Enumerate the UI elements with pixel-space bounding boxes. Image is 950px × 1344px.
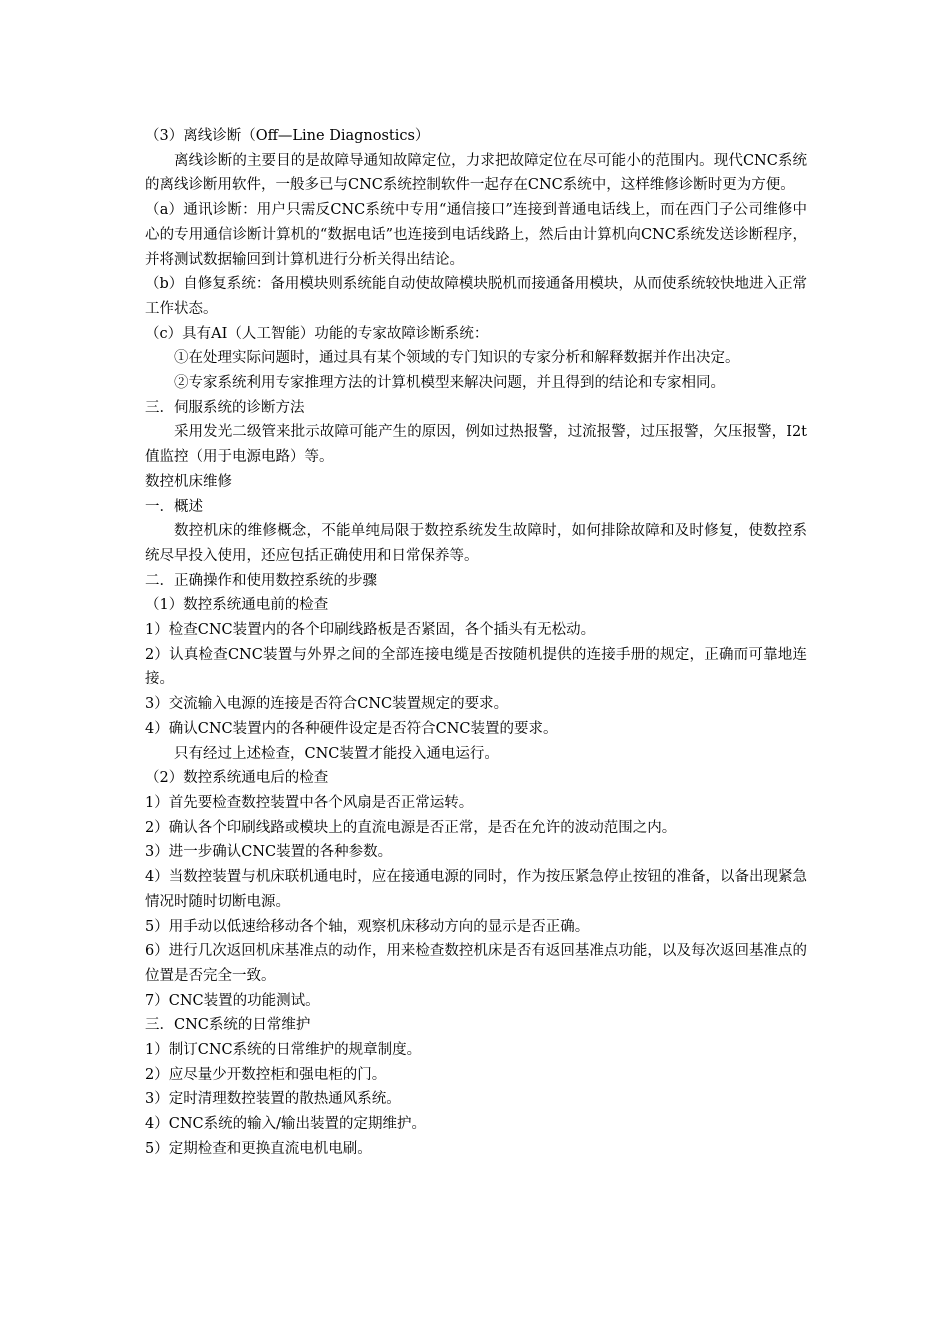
list-item-daily-1: 1）制订CNC系统的日常维护的规章制度。 [145,1042,422,1059]
list-item-pre-2: 2）认真检查CNC装置与外界之间的全部连接电缆是否按随机提供的连接手册的规定，正确而可靠地连接。 [145,646,807,688]
paragraph-expert-point-2: ②专家系统利用专家推理方法的计算机模型来解决问题，并且得到的结论和专家相同。 [174,375,725,392]
list-item-post-3: 3）进一步确认CNC装置的各种参数。 [145,844,393,861]
list-item-post-5: 5）用手动以低速给移动各个轴，观察机床移动方向的显示是否正确。 [145,918,590,935]
paragraph-pre-summary: 只有经过上述检查，CNC装置才能投入通电运行。 [174,745,499,762]
paragraph-communication-diagnosis: （a）通讯诊断：用户只需反CNC系统中专用“通信接口”连接到普通电话线上，而在西门子公司维修中心的专用通信诊断计算机的“数据电话”也连接到电话线路上，然后由计算机向CNC系统发送诊断程序，并将测试数据输回到计算机进行分析关得出结论。 [145,202,807,268]
list-item-post-4: 4）当数控装置与机床联机通电时，应在接通电源的同时，作为按压紧急停止按钮的准备，以备出现紧急情况时随时切断电源。 [145,869,807,910]
list-item-daily-2: 2）应尽量少开数控柜和强电柜的门。 [145,1066,387,1083]
list-item-daily-3: 3）定时清理数控装置的散热通风系统。 [145,1091,401,1108]
heading-overview: 一．概述 [145,498,203,515]
list-item-daily-4: 4）CNC系统的输入/输出装置的定期维护。 [145,1116,426,1133]
heading-daily-maintenance: 三．CNC系统的日常维护 [145,1017,311,1034]
heading-servo-diagnosis: 三．伺服系统的诊断方法 [145,399,305,416]
list-item-post-7: 7）CNC装置的功能测试。 [145,992,320,1009]
paragraph-offline-purpose: 离线诊断的主要目的是故障导通知故障定位，力求把故障定位在尽可能小的范围内。现代CNC系统的离线诊断用软件，一般多已与CNC系统控制软件一起存在CNC系统中，这样维修诊断时更为方便。 [145,152,807,194]
list-item-pre-4: 4）确认CNC装置内的各种硬件设定是否符合CNC装置的要求。 [145,720,558,737]
paragraph-expert-point-1: ①在处理实际问题时，通过具有某个领域的专门知识的专家分析和解释数据并作出决定。 [174,350,740,367]
list-item-pre-3: 3）交流输入电源的连接是否符合CNC装置规定的要求。 [145,696,509,713]
list-item-post-1: 1）首先要检查数控装置中各个风扇是否正常运转。 [145,794,474,811]
list-item-daily-5: 5）定期检查和更换直流电机电刷。 [145,1140,372,1157]
paragraph-servo-led: 采用发光二级管来批示故障可能产生的原因，例如过热报警，过流报警，过压报警，欠压报警，I2t值监控（用于电源电路）等。 [145,424,807,466]
list-item-pre-1: 1）检查CNC装置内的各个印刷线路板是否紧固，各个插头有无松动。 [145,622,596,639]
paragraph-ai-expert-system: （c）具有AI（人工智能）功能的专家故障诊断系统： [145,325,489,342]
list-item-post-2: 2）确认各个印刷线路或模块上的直流电源是否正常，是否在允许的波动范围之内。 [145,819,677,836]
paragraph-self-repair-system: （b）自修复系统：备用模块则系统能自动使故障模块脱机而接通备用模块，从而使系统较快地进入正常工作状态。 [145,276,807,317]
paragraph-overview: 数控机床的维修概念，不能单纯局限于数控系统发生故障时，如何排除故障和及时修复，使数控系统尽早投入使用，还应包括正确使用和日常保养等。 [145,523,807,564]
document-page [145,124,807,1162]
heading-pre-power-check: （1）数控系统通电前的检查 [145,597,329,614]
heading-correct-operation: 二．正确操作和使用数控系统的步骤 [145,572,377,589]
heading-offline-diagnostics: （3）离线诊断（Off—Line Diagnostics） [145,128,430,144]
heading-cnc-maintenance: 数控机床维修 [145,473,232,490]
heading-post-power-check: （2）数控系统通电后的检查 [145,770,329,787]
list-item-post-6: 6）进行几次返回机床基准点的动作，用来检查数控机床是否有返回基准点功能，以及每次返回基准点的位置是否完全一致。 [145,943,807,984]
